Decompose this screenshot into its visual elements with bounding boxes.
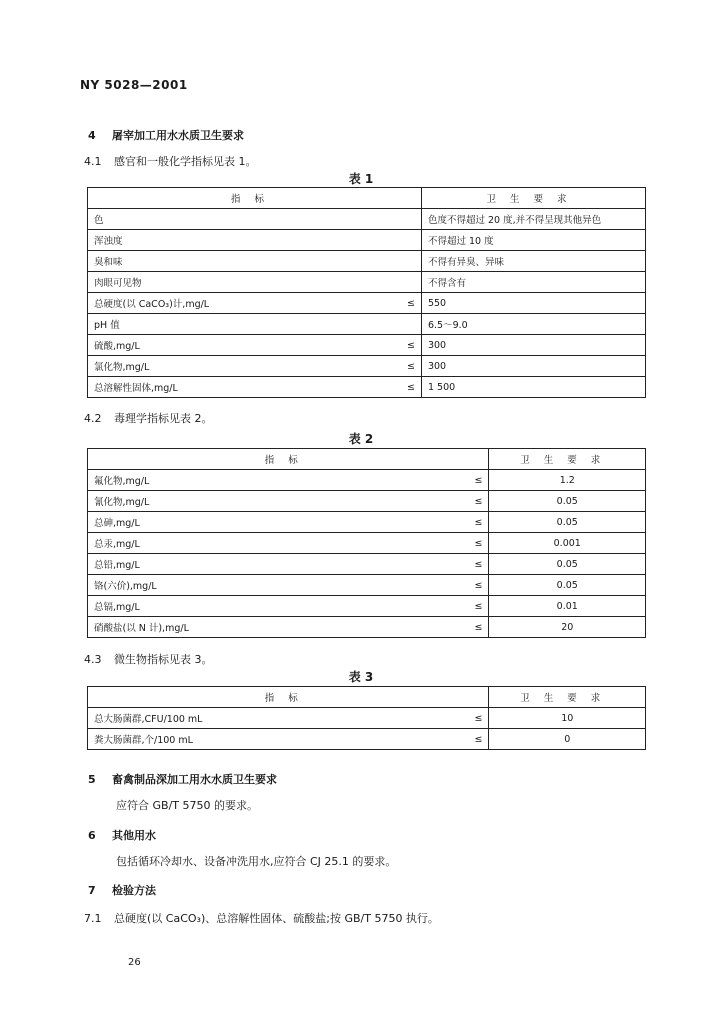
table-row	[88, 554, 646, 575]
limit-sign-cell: ≤	[468, 617, 489, 638]
limit-sign-cell: ≤	[468, 596, 489, 617]
table-row	[88, 491, 646, 512]
clause-number: 4.3	[84, 653, 102, 666]
limit-sign-cell: ≤	[468, 575, 489, 596]
limit-sign-cell: ≤	[468, 470, 489, 491]
table-row	[88, 209, 646, 230]
section-4-2	[84, 410, 213, 426]
requirement-cell: 0.05	[489, 512, 646, 533]
requirement-cell: 1.2	[489, 470, 646, 491]
limit-sign-cell	[401, 209, 422, 230]
section-5-text: 应符合 GB/T 5750 的要求。	[116, 799, 258, 812]
requirement-cell: 1 500	[421, 377, 645, 398]
indicator-cell: 氟化物,mg/L	[88, 470, 469, 491]
table-row	[88, 512, 646, 533]
requirement-cell: 300	[421, 356, 645, 377]
clause-text: 感官和一般化学指标见表 1。	[114, 155, 257, 168]
indicator-cell: 色	[88, 209, 401, 230]
limit-sign-cell: ≤	[468, 729, 489, 750]
table-row	[88, 356, 646, 377]
requirement-cell: 0	[489, 729, 646, 750]
requirement-cell: 0.05	[489, 554, 646, 575]
table-header-indicator: 指标	[88, 449, 489, 470]
table-2-caption: 表 2	[348, 432, 374, 446]
clause-number: 4.2	[84, 412, 102, 425]
limit-sign-cell: ≤	[468, 533, 489, 554]
page-number: 26	[128, 957, 141, 968]
indicator-cell: 总铅,mg/L	[88, 554, 469, 575]
requirement-cell: 不得超过 10 度	[421, 230, 645, 251]
limit-sign-cell	[401, 230, 422, 251]
table-row	[88, 377, 646, 398]
requirement-cell: 20	[489, 617, 646, 638]
requirement-cell: 0.05	[489, 491, 646, 512]
clause-number: 7.1	[84, 912, 102, 925]
limit-sign-cell: ≤	[401, 356, 422, 377]
indicator-cell: 浑浊度	[88, 230, 401, 251]
table-header-indicator: 指标	[88, 687, 489, 708]
limit-sign-cell	[401, 251, 422, 272]
indicator-cell: 总溶解性固体,mg/L	[88, 377, 401, 398]
section-number: 7	[88, 884, 96, 897]
section-6-text: 包括循环冷却水、设备冲洗用水,应符合 CJ 25.1 的要求。	[116, 855, 397, 868]
table-row	[88, 470, 646, 491]
table-row	[88, 533, 646, 554]
clause-text: 总硬度(以 CaCO₃)、总溶解性固体、硫酸盐;按 GB/T 5750 执行。	[114, 912, 439, 925]
clause-text: 微生物指标见表 3。	[114, 653, 213, 666]
limit-sign-cell: ≤	[401, 293, 422, 314]
requirement-cell: 不得含有	[421, 272, 645, 293]
section-4-heading	[88, 127, 244, 143]
limit-sign-cell: ≤	[468, 512, 489, 533]
requirement-cell: 550	[421, 293, 645, 314]
table-header-requirement: 卫生要求	[421, 188, 645, 209]
table-row	[88, 314, 646, 335]
indicator-cell: 总汞,mg/L	[88, 533, 469, 554]
indicator-cell: 总硬度(以 CaCO₃)计,mg/L	[88, 293, 401, 314]
section-7-1	[84, 910, 439, 926]
section-number: 5	[88, 773, 96, 786]
section-5-heading	[88, 771, 277, 787]
table-1	[87, 187, 646, 398]
section-7-heading	[88, 882, 156, 898]
indicator-cell: pH 值	[88, 314, 401, 335]
indicator-cell: 硝酸盐(以 N 计),mg/L	[88, 617, 469, 638]
table-row	[88, 708, 646, 729]
indicator-cell: 总大肠菌群,CFU/100 mL	[88, 708, 469, 729]
limit-sign-cell: ≤	[468, 491, 489, 512]
table-header-indicator: 指标	[88, 188, 422, 209]
section-title: 检验方法	[112, 884, 156, 897]
table-3-caption: 表 3	[348, 670, 374, 684]
indicator-cell: 肉眼可见物	[88, 272, 401, 293]
section-title: 畜禽制品深加工用水水质卫生要求	[112, 773, 277, 786]
section-4-1	[84, 153, 257, 169]
table-row	[88, 230, 646, 251]
table-header-requirement: 卫生要求	[489, 687, 646, 708]
requirement-cell: 0.05	[489, 575, 646, 596]
indicator-cell: 粪大肠菌群,个/100 mL	[88, 729, 469, 750]
requirement-cell: 300	[421, 335, 645, 356]
limit-sign-cell	[401, 272, 422, 293]
indicator-cell: 总砷,mg/L	[88, 512, 469, 533]
table-header-requirement: 卫生要求	[489, 449, 646, 470]
requirement-cell: 0.001	[489, 533, 646, 554]
limit-sign-cell: ≤	[401, 377, 422, 398]
standard-code: NY 5028—2001	[80, 78, 188, 92]
requirement-cell: 6.5～9.0	[421, 314, 645, 335]
requirement-cell: 0.01	[489, 596, 646, 617]
table-row	[88, 251, 646, 272]
table-row	[88, 293, 646, 314]
limit-sign-cell	[401, 314, 422, 335]
requirement-cell: 10	[489, 708, 646, 729]
section-title: 其他用水	[112, 829, 156, 842]
clause-number: 4.1	[84, 155, 102, 168]
section-number: 6	[88, 829, 96, 842]
requirement-cell: 不得有异臭、异味	[421, 251, 645, 272]
section-number: 4	[88, 129, 96, 142]
table-row	[88, 617, 646, 638]
indicator-cell: 氰化物,mg/L	[88, 491, 469, 512]
indicator-cell: 氯化物,mg/L	[88, 356, 401, 377]
clause-text: 毒理学指标见表 2。	[114, 412, 213, 425]
limit-sign-cell: ≤	[468, 708, 489, 729]
table-2	[87, 448, 646, 638]
requirement-cell: 色度不得超过 20 度,并不得呈现其他异色	[421, 209, 645, 230]
indicator-cell: 硫酸,mg/L	[88, 335, 401, 356]
section-6-heading	[88, 827, 156, 843]
indicator-cell: 臭和味	[88, 251, 401, 272]
indicator-cell: 总镉,mg/L	[88, 596, 469, 617]
table-1-caption: 表 1	[348, 172, 374, 186]
limit-sign-cell: ≤	[401, 335, 422, 356]
table-row	[88, 596, 646, 617]
table-3	[87, 686, 646, 750]
table-row	[88, 335, 646, 356]
table-row	[88, 729, 646, 750]
section-title: 屠宰加工用水水质卫生要求	[112, 129, 244, 142]
indicator-cell: 铬(六价),mg/L	[88, 575, 469, 596]
section-4-3	[84, 651, 213, 667]
limit-sign-cell: ≤	[468, 554, 489, 575]
table-row	[88, 272, 646, 293]
table-row	[88, 575, 646, 596]
